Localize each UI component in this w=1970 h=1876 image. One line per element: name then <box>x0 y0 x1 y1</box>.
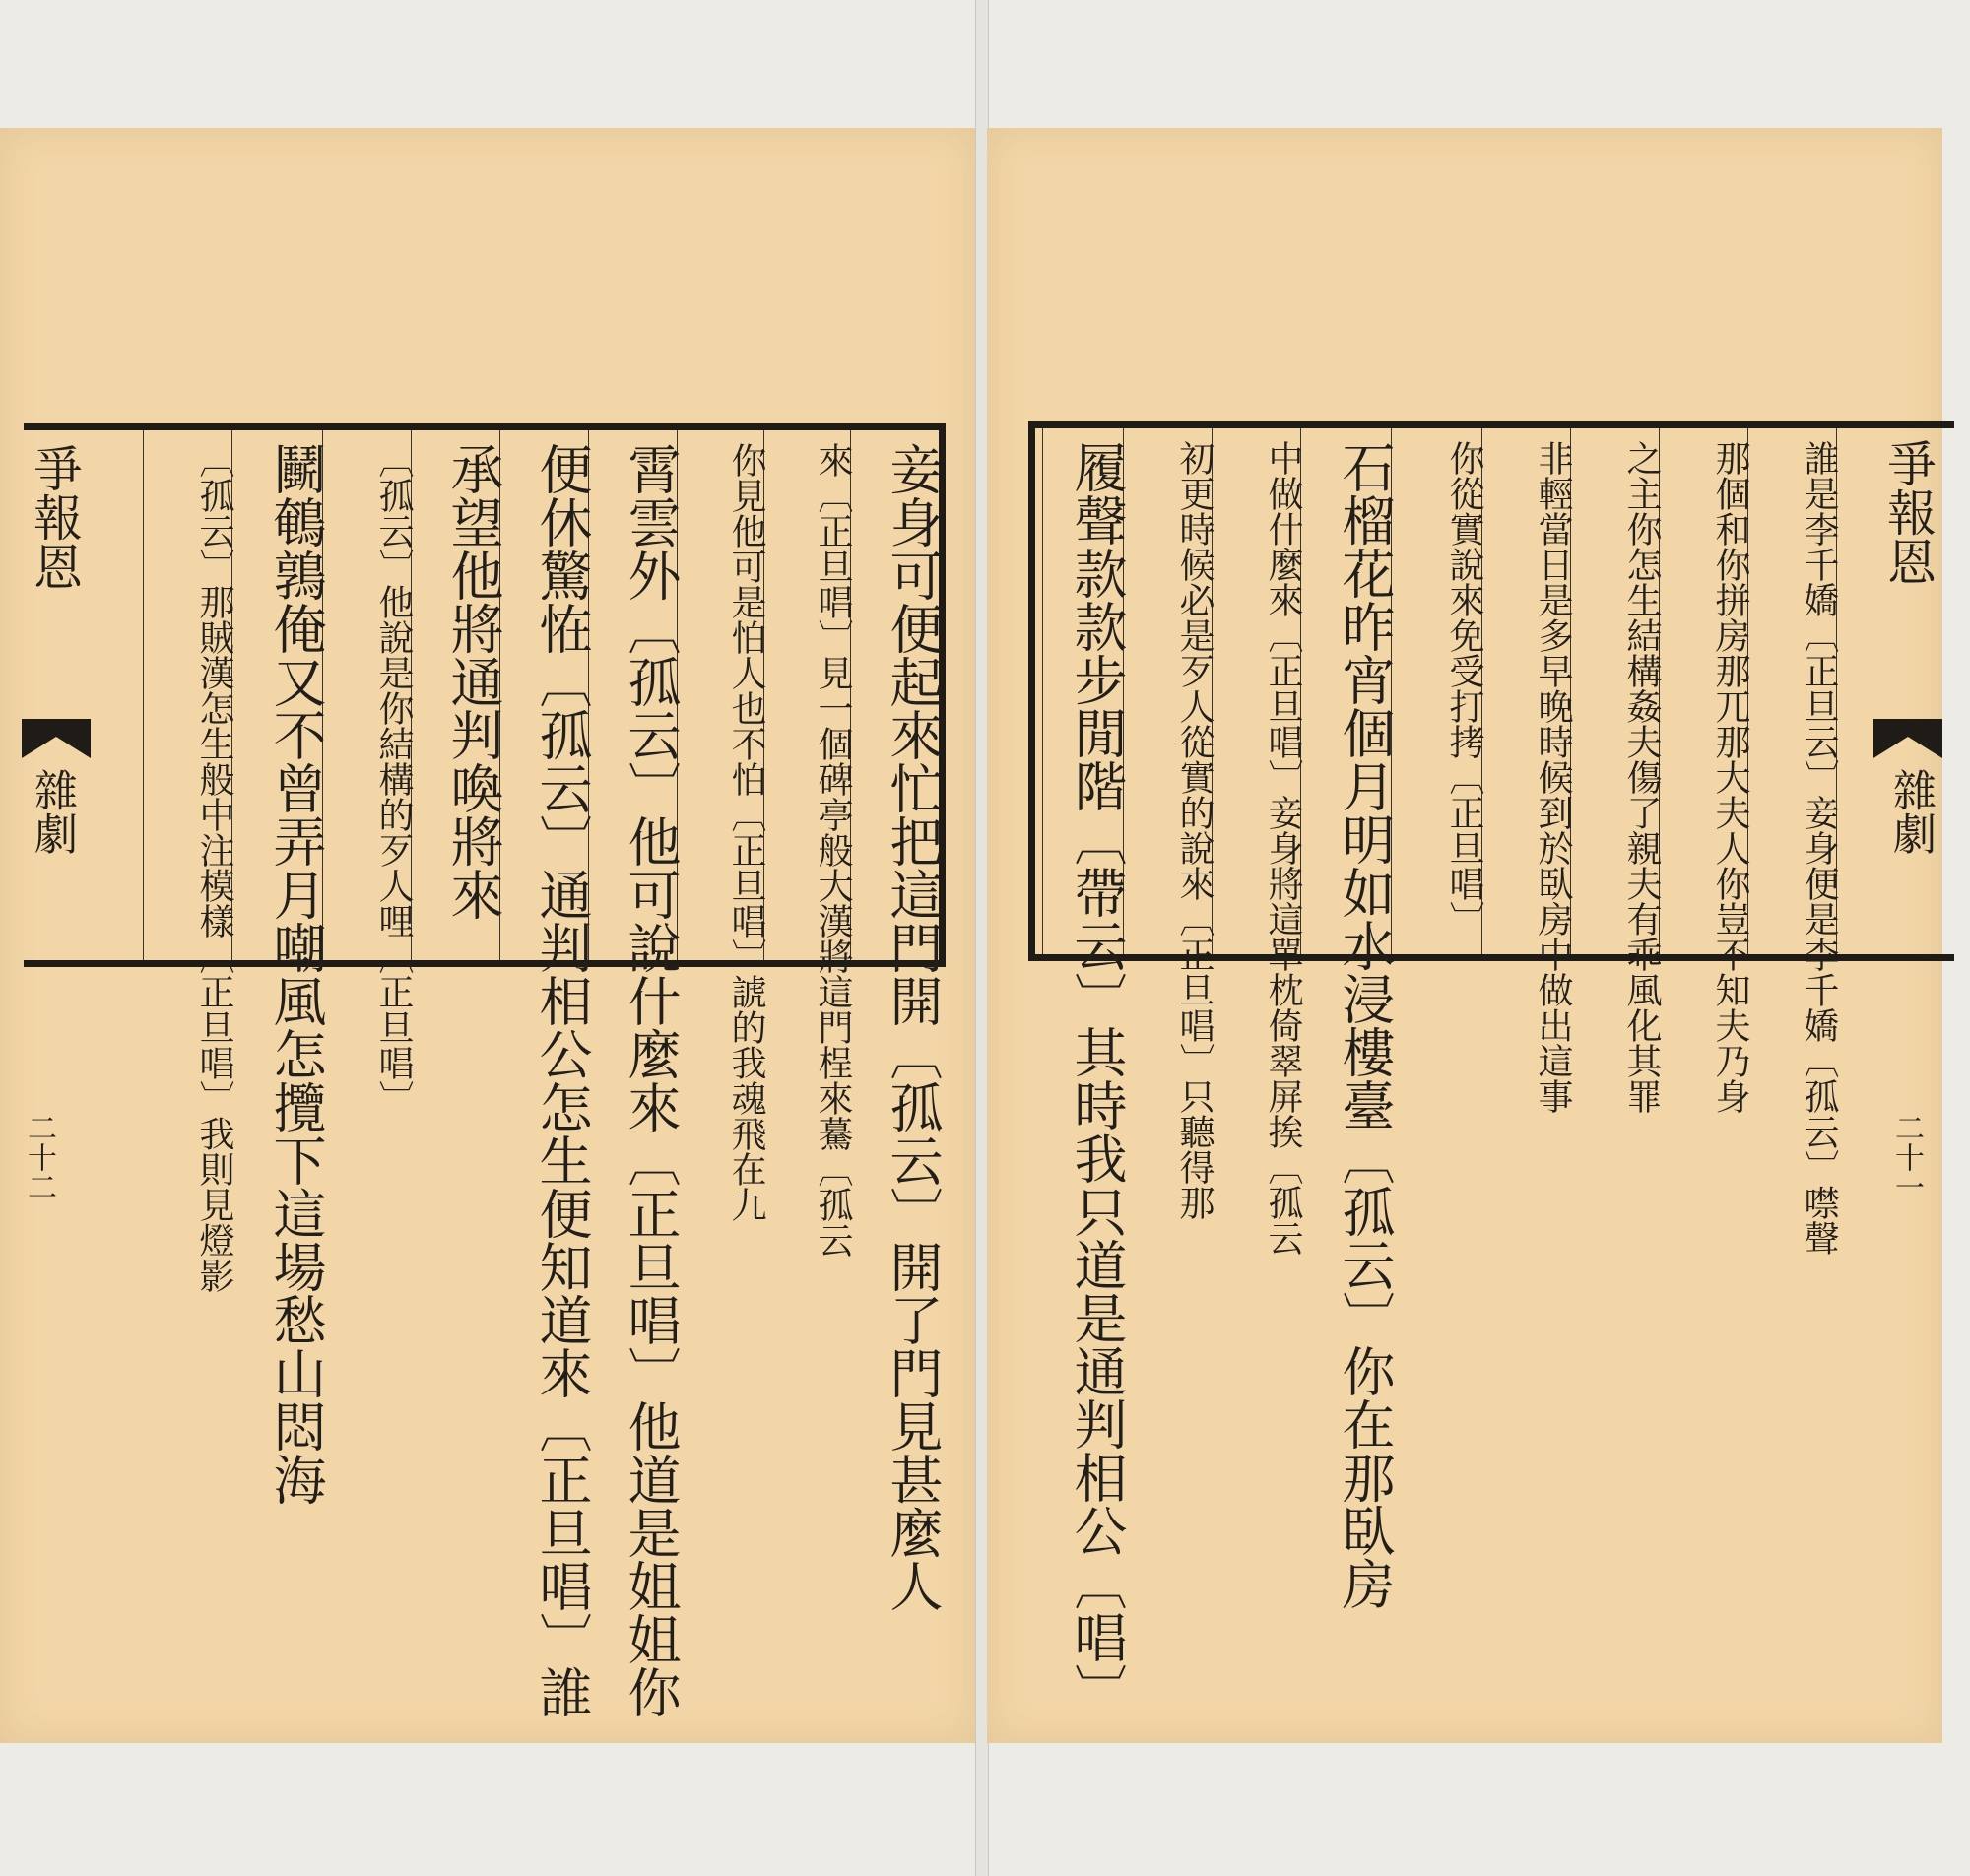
right-column-6: 石榴花昨宵個月明如水浸樓臺〔孤云〕你在那臥房 <box>1300 428 1391 954</box>
right-column-5: 你從實說來免受打拷〔正旦唱〕 <box>1391 428 1481 954</box>
left-column-9: 〔孤云〕那賊漢怎生般中注模樣〔正旦唱〕我則見燈影 <box>143 430 231 960</box>
right-folio-number: 二十一 <box>1889 1113 1924 1201</box>
left-page <box>0 128 975 1743</box>
right-column-2: 那個和你拼房那兀那大夫人你豈不知夫乃身 <box>1659 428 1747 954</box>
left-column-7: 〔孤云〕他說是你結構的歹人哩〔正旦唱〕 <box>322 430 411 960</box>
right-column-4: 非輕當日是多早晚時候到於臥房中做出這事 <box>1481 428 1570 954</box>
left-column-1: 妾身可便起來忙把這門開〔孤云〕開了門見甚麼人 <box>850 430 939 960</box>
left-spine-title: 爭報恩 <box>26 443 83 591</box>
left-spine-section: 雜劇 <box>27 768 77 855</box>
right-spine-section: 雜劇 <box>1885 768 1936 855</box>
left-column-4: 霄雲外〔孤云〕他可說什麼來〔正旦唱〕他道是姐姐你 <box>588 430 677 960</box>
left-column-8: 鬭鵪鶉俺又不曾弄月嘲風怎攬下這場愁山悶海 <box>231 430 322 960</box>
right-column-3: 之主你怎生結構姦夫傷了親夫有乖風化其罪 <box>1570 428 1659 954</box>
fish-tail-marker-icon <box>22 719 91 758</box>
right-column-1: 誰是李千嬌〔正旦云〕妾身便是李千嬌〔孤云〕噤聲 <box>1747 428 1836 954</box>
left-column-3: 你見他可是怕人也不怕〔正旦唱〕諕的我魂飛在九 <box>677 430 763 960</box>
left-column-2: 來〔正旦唱〕見一個碑亭般大漢將這門桯來驀〔孤云 <box>763 430 850 960</box>
left-folio-number: 二十二 <box>22 1113 56 1201</box>
right-column-9: 履聲款款步閒階〔帶云〕其時我只道是通判相公〔唱〕 <box>1042 428 1123 954</box>
right-page <box>987 128 1942 1743</box>
right-column-8: 初更時候必是歹人從實的說來〔正旦唱〕只聽得那 <box>1123 428 1212 954</box>
left-column-5: 便休驚恠〔孤云〕通判相公怎生便知道來〔正旦唱〕誰 <box>499 430 588 960</box>
right-spine-title: 爭報恩 <box>1879 438 1937 586</box>
fish-tail-marker-icon <box>1873 719 1942 758</box>
right-column-7: 中做什麼來〔正旦唱〕妾身將這單枕倚翠屏挨〔孤云 <box>1212 428 1300 954</box>
left-column-6: 承望他將通判喚將來 <box>411 430 499 960</box>
